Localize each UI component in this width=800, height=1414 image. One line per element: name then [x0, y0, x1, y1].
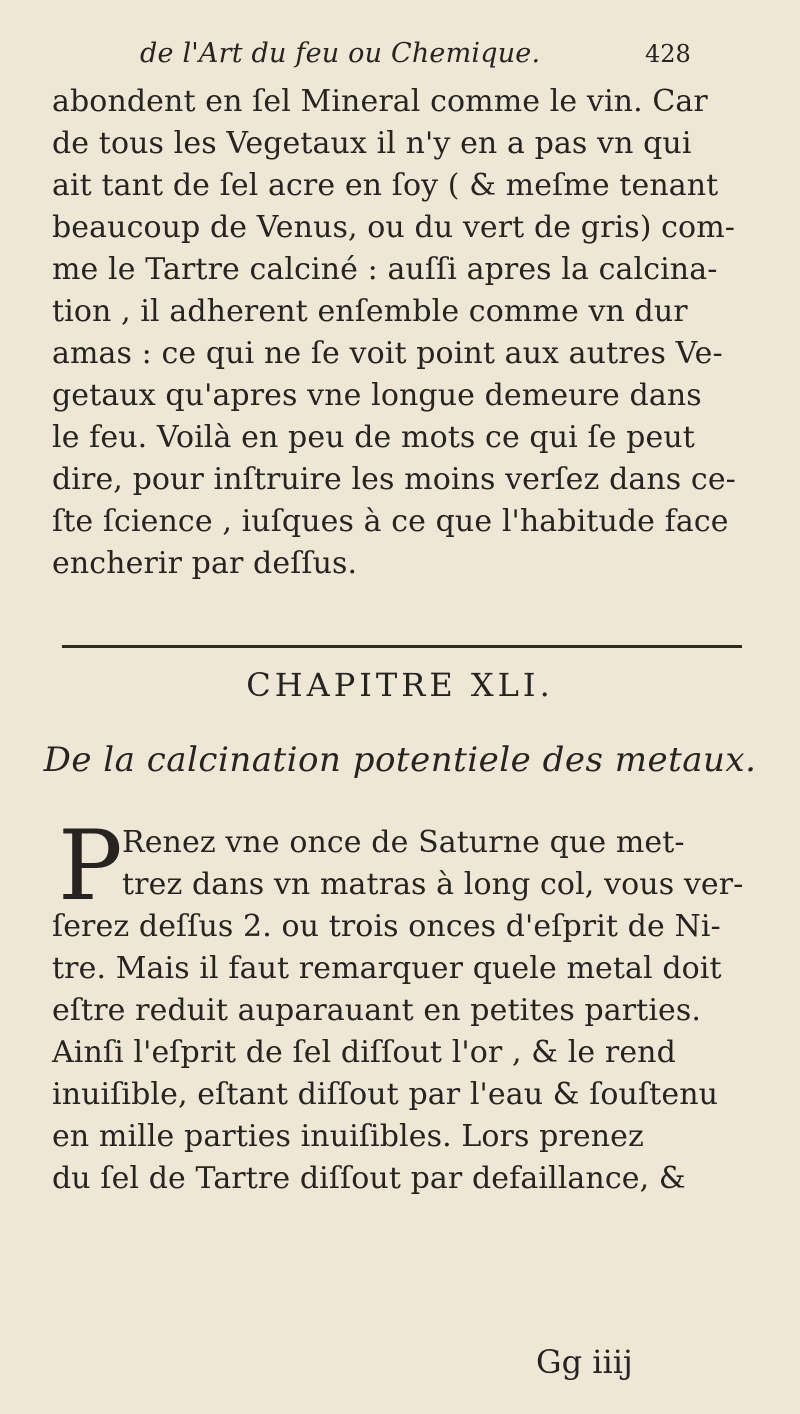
text-line: le feu. Voilà en peu de mots ce qui ſe peut — [52, 420, 695, 455]
text-line: tion , il adherent enſemble comme vn dur — [52, 294, 688, 329]
text-line: Renez vne once de Saturne que met- — [122, 825, 685, 860]
text-line: getaux qu'apres vne longue demeure dans — [52, 378, 702, 413]
running-title: de l'Art du feu ou Chemique. — [140, 38, 541, 69]
text-line: en mille parties inuiſibles. Lors prenez — [52, 1119, 644, 1154]
chapter-title: CHAPITRE XLI. — [246, 666, 554, 704]
text-line: ſte ſcience , iuſques à ce que l'habitude face — [52, 504, 729, 539]
page-number: 428 — [645, 40, 691, 68]
text-line: dire, pour inſtruire les moins verſez dans ce- — [52, 462, 736, 497]
text-line: beaucoup de Venus, ou du vert de gris) com- — [52, 210, 735, 245]
text-line: de tous les Vegetaux il n'y en a pas vn qui — [52, 126, 692, 161]
text-line: Ainſi l'eſprit de ſel diſſout l'or , & le rend — [52, 1035, 676, 1070]
signature-mark: Gg iiij — [536, 1343, 633, 1381]
text-line: abondent en ſel Mineral comme le vin. Car — [52, 84, 708, 119]
text-line: ait tant de ſel acre en ſoy ( & meſme tenant — [52, 168, 719, 203]
text-line: ſerez deſſus 2. ou trois onces d'eſprit de Ni- — [52, 909, 721, 944]
text-line: amas : ce qui ne ſe voit point aux autres Ve- — [52, 336, 723, 371]
section-rule — [62, 645, 742, 648]
text-line: eſtre reduit auparauant en petites parties. — [52, 993, 702, 1028]
running-head — [140, 38, 740, 78]
text-line: tre. Mais il faut remarquer quele metal doit — [52, 951, 722, 986]
drop-cap: P — [58, 810, 123, 922]
chapter-subtitle: De la calcination potentiele des metaux. — [43, 740, 757, 780]
text-line: encherir par deſſus. — [52, 546, 358, 581]
text-line: me le Tartre calciné : auſſi apres la calcina- — [52, 252, 718, 287]
text-line: inuiſible, eſtant diſſout par l'eau & ſouſtenu — [52, 1077, 719, 1112]
text-line: trez dans vn matras à long col, vous ver- — [122, 867, 744, 902]
text-line: du ſel de Tartre diſſout par defaillance, & — [52, 1161, 686, 1196]
